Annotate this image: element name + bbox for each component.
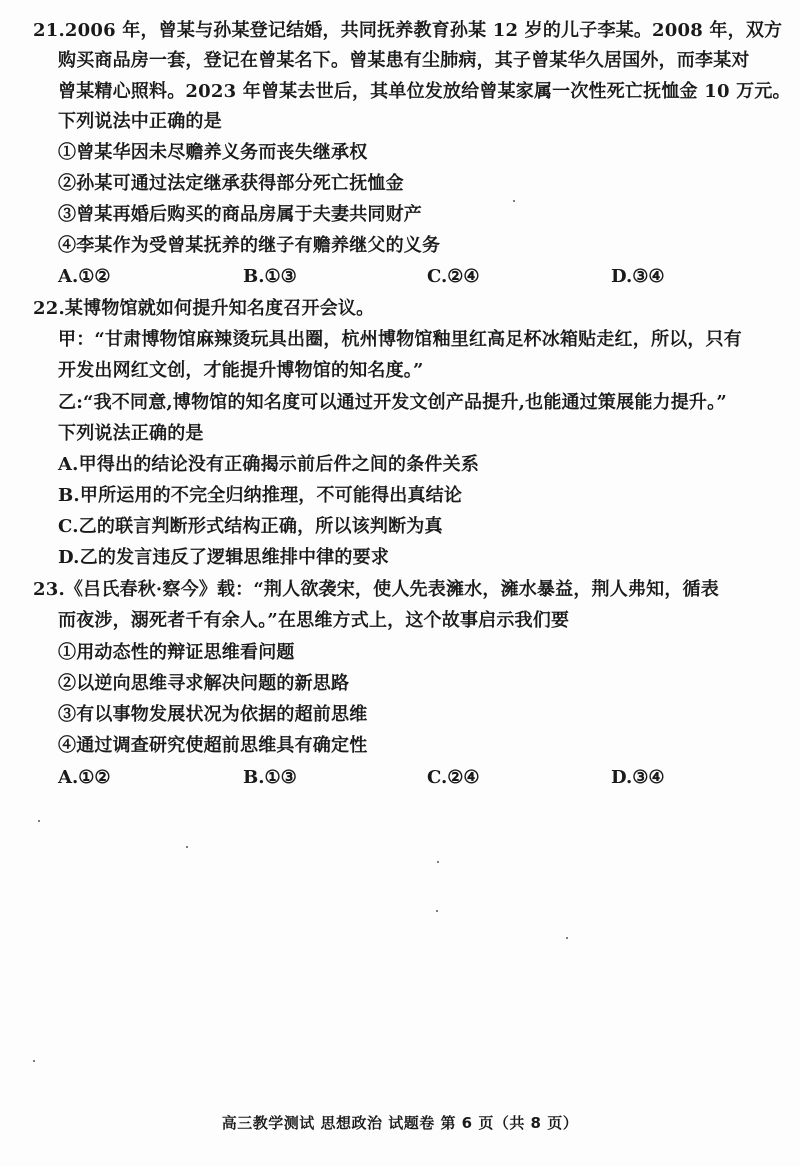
q22-option-d: D.乙的发言违反了逻辑思维排中律的要求 <box>58 547 390 568</box>
q21-stem-line-1: 21.2006 年，曾某与孙某登记结婚，共同抚养教育孙某 12 岁的儿子李某。2008 年，双方 <box>33 20 783 41</box>
scan-speck <box>186 846 188 848</box>
q21-stem-line-3: 曾某精心照料。2023 年曾某去世后，其单位发放给曾某家属一次性死亡抚恤金 10 万元。 <box>58 81 791 102</box>
q23-statement-4: ④通过调查研究使超前思维具有确定性 <box>58 735 368 756</box>
q23-statement-3: ③有以事物发展状况为依据的超前思维 <box>58 704 368 725</box>
q21-stem-line-2: 购买商品房一套，登记在曾某名下。曾某患有尘肺病，其子曾某华久居国外，而李某对 <box>58 50 750 71</box>
q21-option-a: A.①② <box>58 266 111 287</box>
scan-speck <box>566 937 568 939</box>
q22-stem-line-5: 下列说法正确的是 <box>58 423 204 444</box>
q21-option-c: C.②④ <box>427 266 480 287</box>
q21-option-d: D.③④ <box>611 266 665 287</box>
q21-option-b: B.①③ <box>243 266 297 287</box>
q22-option-a: A.甲得出的结论没有正确揭示前后件之间的条件关系 <box>58 454 480 475</box>
q22-stem-line-3: 开发出网红文创，才能提升博物馆的知名度。” <box>58 360 424 381</box>
q22-stem-line-1: 22.某博物馆就如何提升知名度召开会议。 <box>33 298 375 319</box>
q23-option-d: D.③④ <box>611 767 665 788</box>
q21-statement-1: ①曾某华因未尽赡养义务而丧失继承权 <box>58 142 368 163</box>
q23-option-c: C.②④ <box>427 767 480 788</box>
q23-statement-2: ②以逆向思维寻求解决问题的新思路 <box>58 673 350 694</box>
q21-statement-4: ④李某作为受曾某抚养的继子有赡养继父的义务 <box>58 235 441 256</box>
page-footer: 高三教学测试 思想政治 试题卷 第 6 页（共 8 页） <box>221 1114 579 1132</box>
q23-stem-line-2: 而夜涉，溺死者千有余人。”在思维方式上，这个故事启示我们要 <box>58 610 570 631</box>
q22-stem-line-4: 乙:“我不同意,博物馆的知名度可以通过开发文创产品提升,也能通过策展能力提升。” <box>58 392 727 413</box>
q23-stem-line-1: 23.《吕氏春秋·察今》载：“荆人欲袭宋，使人先表澭水，澭水暴益，荆人弗知，循表 <box>33 579 719 600</box>
q22-option-c: C.乙的联言判断形式结构正确，所以该判断为真 <box>58 516 443 537</box>
q23-option-b: B.①③ <box>243 767 297 788</box>
scan-speck <box>436 910 438 912</box>
q21-statement-3: ③曾某再婚后购买的商品房属于夫妻共同财产 <box>58 204 422 225</box>
scan-speck <box>38 820 40 822</box>
q21-stem-line-4: 下列说法中正确的是 <box>58 111 222 132</box>
q23-option-a: A.①② <box>58 767 111 788</box>
scan-speck <box>33 1060 35 1062</box>
q23-options <box>58 763 758 793</box>
scan-speck <box>437 861 439 863</box>
q21-options <box>58 262 758 292</box>
scan-speck <box>513 200 515 202</box>
q23-statement-1: ①用动态性的辩证思维看问题 <box>58 642 295 663</box>
q21-statement-2: ②孙某可通过法定继承获得部分死亡抚恤金 <box>58 173 404 194</box>
q22-stem-line-2: 甲：“甘肃博物馆麻辣烫玩具出圈，杭州博物馆釉里红高足杯冰箱贴走红，所以，只有 <box>58 329 742 350</box>
q22-option-b: B.甲所运用的不完全归纳推理，不可能得出真结论 <box>58 485 463 506</box>
